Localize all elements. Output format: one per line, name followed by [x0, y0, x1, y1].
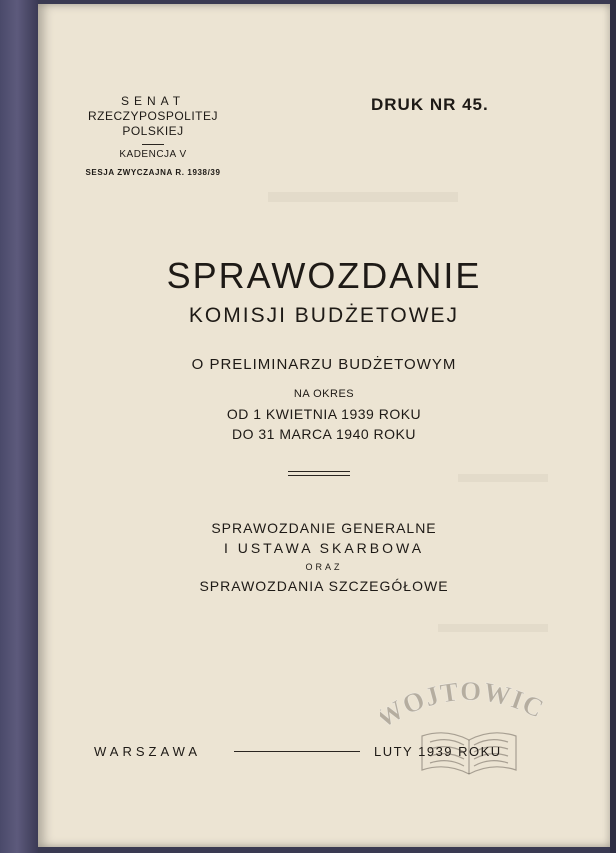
footer-rule: [234, 751, 360, 752]
druk-number: DRUK NR 45.: [371, 95, 489, 114]
book-edge: [610, 0, 616, 853]
contents-line-4: SPRAWOZDANIA SZCZEGÓŁOWE: [199, 578, 449, 594]
rzeczypospolitej-label: RZECZYPOSPOLITEJ: [87, 109, 219, 123]
sesja-label: SESJA ZWYCZAJNA R. 1938/39: [85, 168, 221, 177]
subject-line-3: OD 1 KWIETNIA 1939 ROKU: [226, 406, 422, 422]
book-icon: [380, 670, 558, 788]
header-rule: [142, 144, 164, 145]
book-binding: [0, 0, 38, 853]
subject-line-4: DO 31 MARCA 1940 ROKU: [231, 426, 416, 442]
title-page: [38, 4, 610, 847]
contents-line-3: ORAZ: [305, 562, 343, 572]
polskiej-label: POLSKIEJ: [122, 124, 184, 138]
senat-label: SENAT: [120, 94, 186, 108]
subtitle: KOMISJI BUDŻETOWEJ: [188, 304, 460, 327]
footer-date: LUTY 1939 ROKU: [374, 744, 502, 759]
subject-line-1: O PRELIMINARZU BUDŻETOWYM: [191, 356, 457, 373]
svg-text:WOJTOWICZ: OJTOWIC: [398, 675, 550, 725]
main-title: SPRAWOZDANIE: [166, 255, 482, 296]
kadencja-label: KADENCJA V: [119, 149, 187, 160]
show-through-block: [438, 624, 548, 632]
subject-line-2: NA OKRES: [293, 388, 355, 400]
footer-city: WARSZAWA: [94, 744, 202, 759]
watermark-logo: [380, 670, 558, 788]
show-through-block: [458, 474, 548, 482]
section-divider: [288, 471, 350, 476]
show-through-block: [268, 192, 458, 202]
contents-line-1: SPRAWOZDANIE GENERALNE: [211, 520, 437, 536]
contents-line-2: I USTAWA SKARBOWA: [223, 540, 425, 556]
senate-header: [78, 94, 228, 139]
